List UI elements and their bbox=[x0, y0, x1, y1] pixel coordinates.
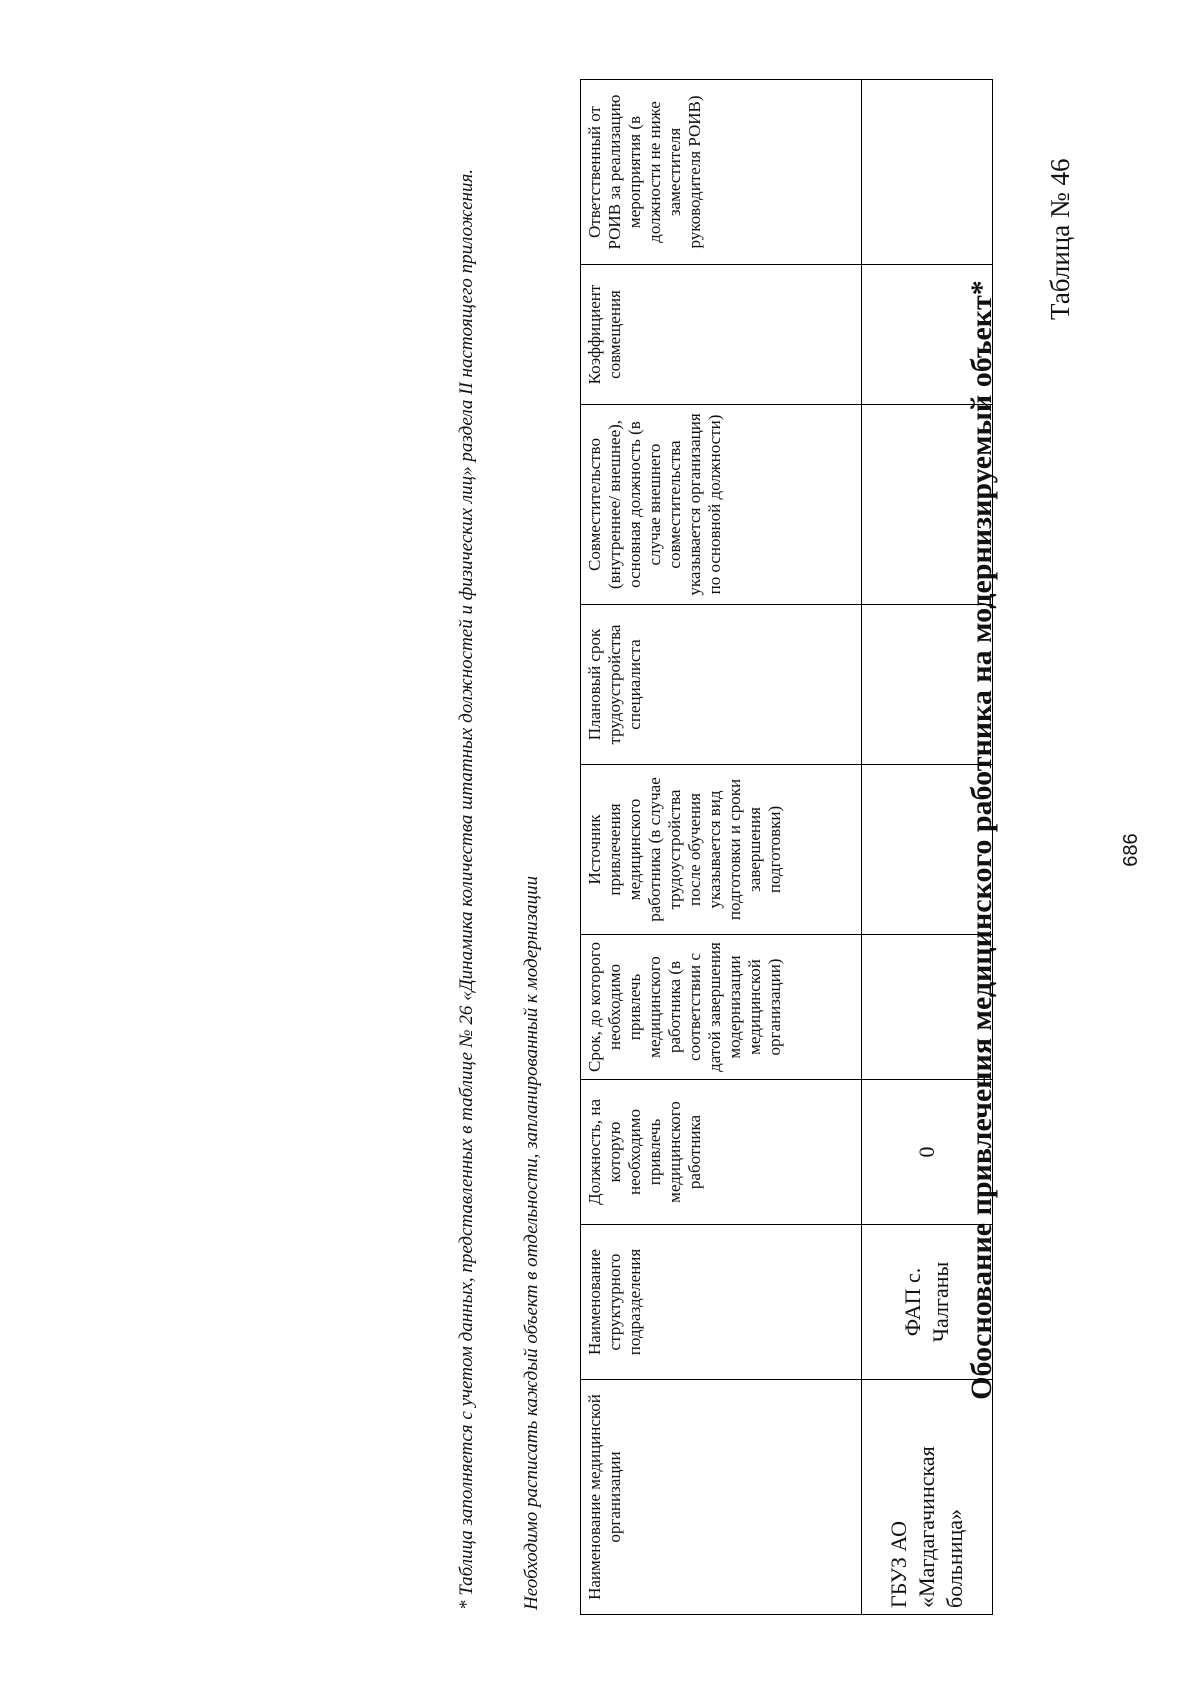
header-combination: Совместительство (внутреннее/ внешнее), основная должность (в случае внешнего совместительства указывается организация по основной должности) bbox=[581, 405, 862, 605]
header-source: Источник привлечения медицинского работника (в случае трудоустройства после обучения указывается вид подготовки и сроки завершения подготовки) bbox=[581, 765, 862, 935]
table-row bbox=[862, 80, 993, 1615]
cell-unit-name: ФАП с. Чалганы bbox=[862, 1225, 993, 1380]
footnote-table-26: * Таблица заполняется с учетом данных, представленных в таблице № 26 «Динамика количества штатных должностей и физических лиц» раздела II настоящего приложения. bbox=[456, 168, 477, 1610]
cell-combination bbox=[862, 405, 993, 605]
header-unit-name: Наименование структурного подразделения bbox=[581, 1225, 862, 1380]
cell-position: 0 bbox=[862, 1080, 993, 1225]
cell-responsible bbox=[862, 80, 993, 265]
header-org-name: Наименование медицинской организации bbox=[581, 1380, 862, 1615]
page-title: Обоснование привлечения медицинского работника на модернизируемый объект* bbox=[965, 280, 998, 1400]
justification-table bbox=[580, 79, 993, 1615]
table-header-row bbox=[581, 80, 862, 1615]
cell-org-name: ГБУЗ АО «Магдагачинская больница» bbox=[862, 1380, 993, 1615]
table-number: Таблица № 46 bbox=[1045, 158, 1075, 320]
header-responsible: Ответственный от РОИВ за реализацию мероприятия (в должности не ниже заместителя руководителя РОИВ) bbox=[581, 80, 862, 265]
footnote-objects: Необходимо расписать каждый объект в отдельности, запланированный к модернизации bbox=[521, 875, 542, 1610]
page-number: 686 bbox=[1120, 833, 1142, 867]
cell-source bbox=[862, 765, 993, 935]
cell-planned-date bbox=[862, 605, 993, 765]
header-position: Должность, на которую необходимо привлечь медицинского работника bbox=[581, 1080, 862, 1225]
header-coefficient: Коэффициент совмещения bbox=[581, 265, 862, 405]
header-deadline: Срок, до которого необходимо привлечь медицинского работника (в соответствии с датой завершения модернизации медицинской организации) bbox=[581, 935, 862, 1080]
header-planned-date: Плановый срок трудоустройства специалиста bbox=[581, 605, 862, 765]
cell-deadline bbox=[862, 935, 993, 1080]
cell-coefficient bbox=[862, 265, 993, 405]
